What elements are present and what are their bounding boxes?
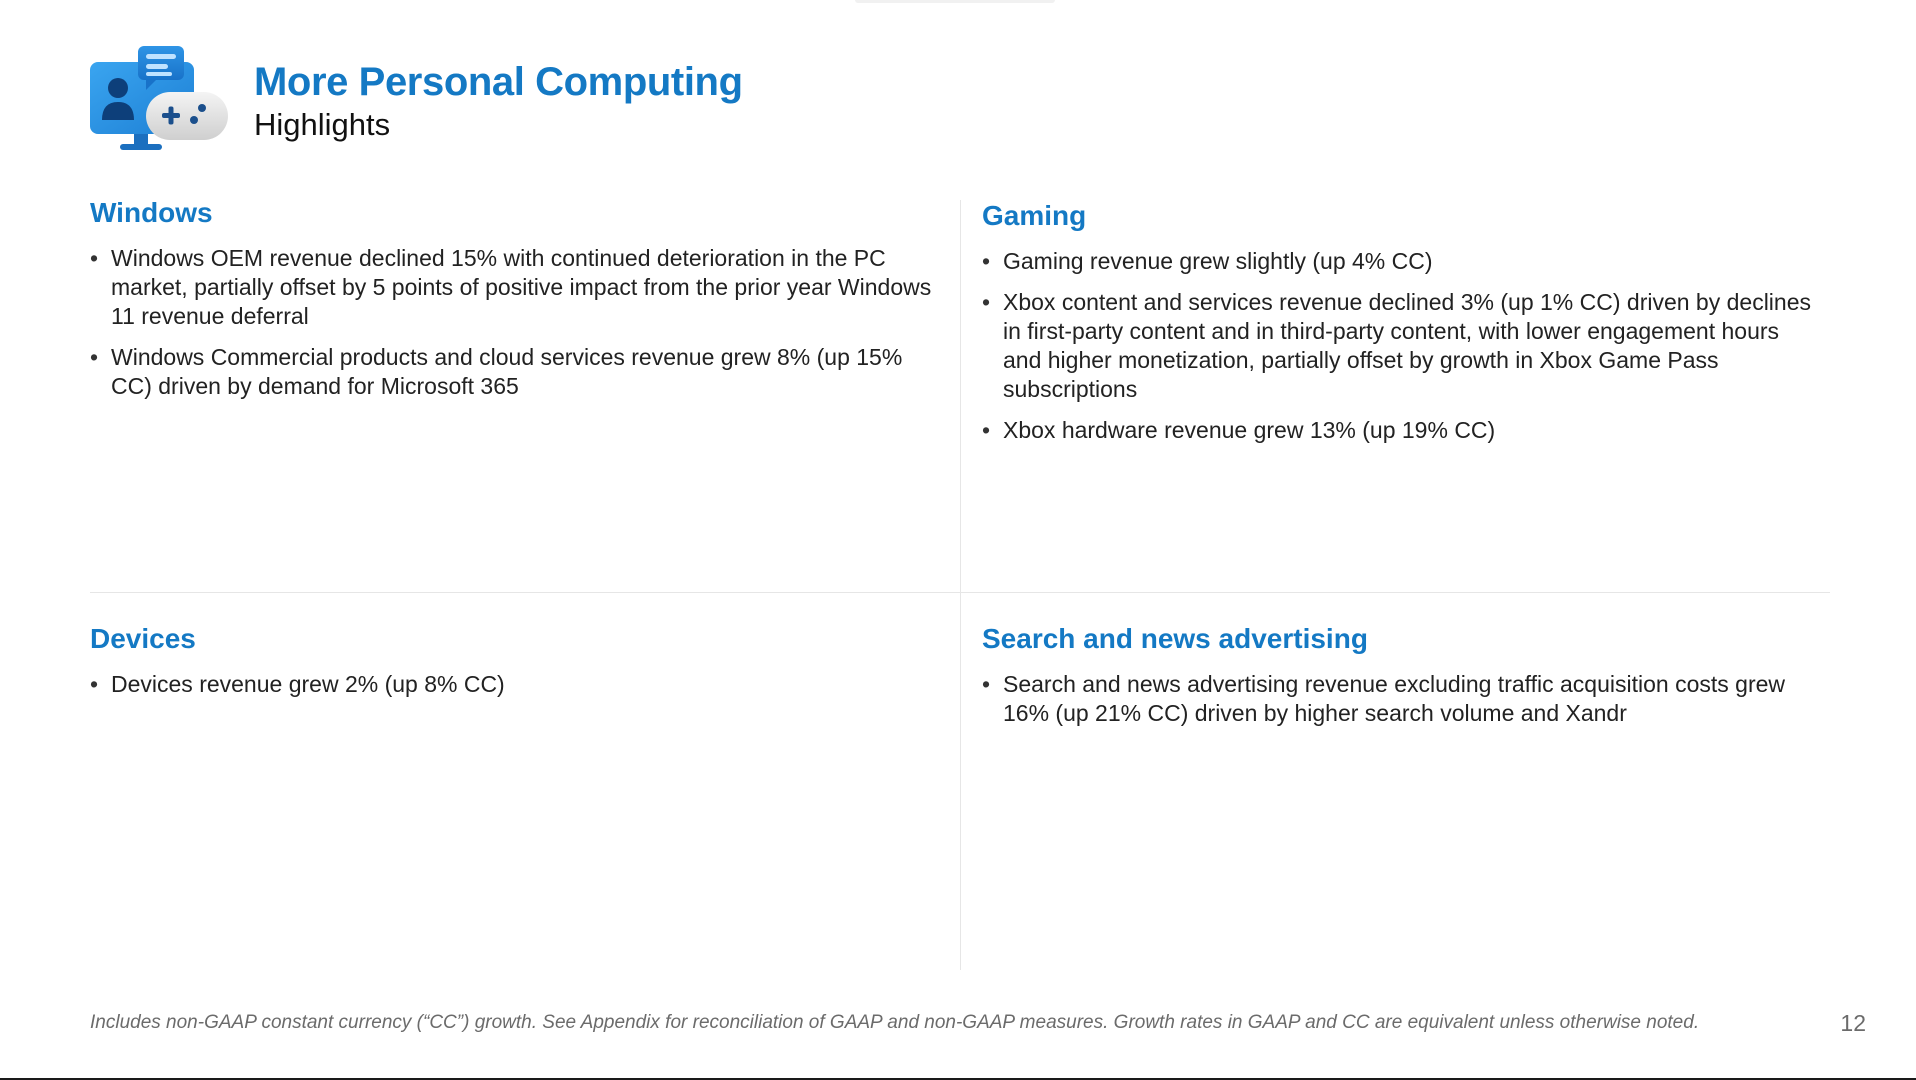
bullet-list xyxy=(982,670,1822,728)
pc-gaming-icon xyxy=(90,44,230,154)
section-heading: Devices xyxy=(90,623,196,654)
section-heading: Search and news advertising xyxy=(982,623,1368,654)
footnote: Includes non-GAAP constant currency (“CC”) growth. See Appendix for reconciliation of GAAP and non-GAAP measures. Growth rates in GAAP and CC are equivalent unless otherwise noted. xyxy=(90,1012,1700,1033)
page-number: 12 xyxy=(1840,1010,1866,1036)
section-heading: Gaming xyxy=(982,200,1087,231)
bullet-item: • Search and news advertising revenue excluding traffic acquisition costs grew 16% (up 21% CC) driven by higher search volume and Xandr xyxy=(982,670,1822,728)
horizontal-divider xyxy=(90,592,1830,593)
title-block xyxy=(254,60,743,142)
section-heading: Windows xyxy=(90,197,213,228)
section-windows xyxy=(90,196,942,413)
slide-header xyxy=(90,44,743,154)
bullet-item: • Windows Commercial products and cloud services revenue grew 8% (up 15% CC) driven by demand for Microsoft 365 xyxy=(90,343,942,401)
section-search-news-advertising xyxy=(982,622,1822,740)
section-gaming xyxy=(982,199,1822,457)
bullet-list xyxy=(90,670,930,699)
bullet-item: • Xbox hardware revenue grew 13% (up 19% CC) xyxy=(982,416,1822,445)
bullet-item: • Windows OEM revenue declined 15% with continued deterioration in the PC market, partially offset by 5 points of positive impact from the prior year Windows 11 revenue deferral xyxy=(90,244,942,331)
page-title: More Personal Computing xyxy=(254,60,743,104)
section-devices xyxy=(90,622,930,711)
bullet-list xyxy=(90,244,942,401)
bullet-list xyxy=(982,247,1822,445)
top-edge-mark xyxy=(855,0,1055,3)
page-subtitle: Highlights xyxy=(254,107,391,142)
bullet-item: • Gaming revenue grew slightly (up 4% CC) xyxy=(982,247,1822,276)
bullet-item: • Xbox content and services revenue declined 3% (up 1% CC) driven by declines in first-party content and in third-party content, with lower engagement hours and higher monetization, partially offset by growth in Xbox Game Pass subscriptions xyxy=(982,288,1822,404)
vertical-divider xyxy=(960,200,961,970)
bullet-item: • Devices revenue grew 2% (up 8% CC) xyxy=(90,670,930,699)
